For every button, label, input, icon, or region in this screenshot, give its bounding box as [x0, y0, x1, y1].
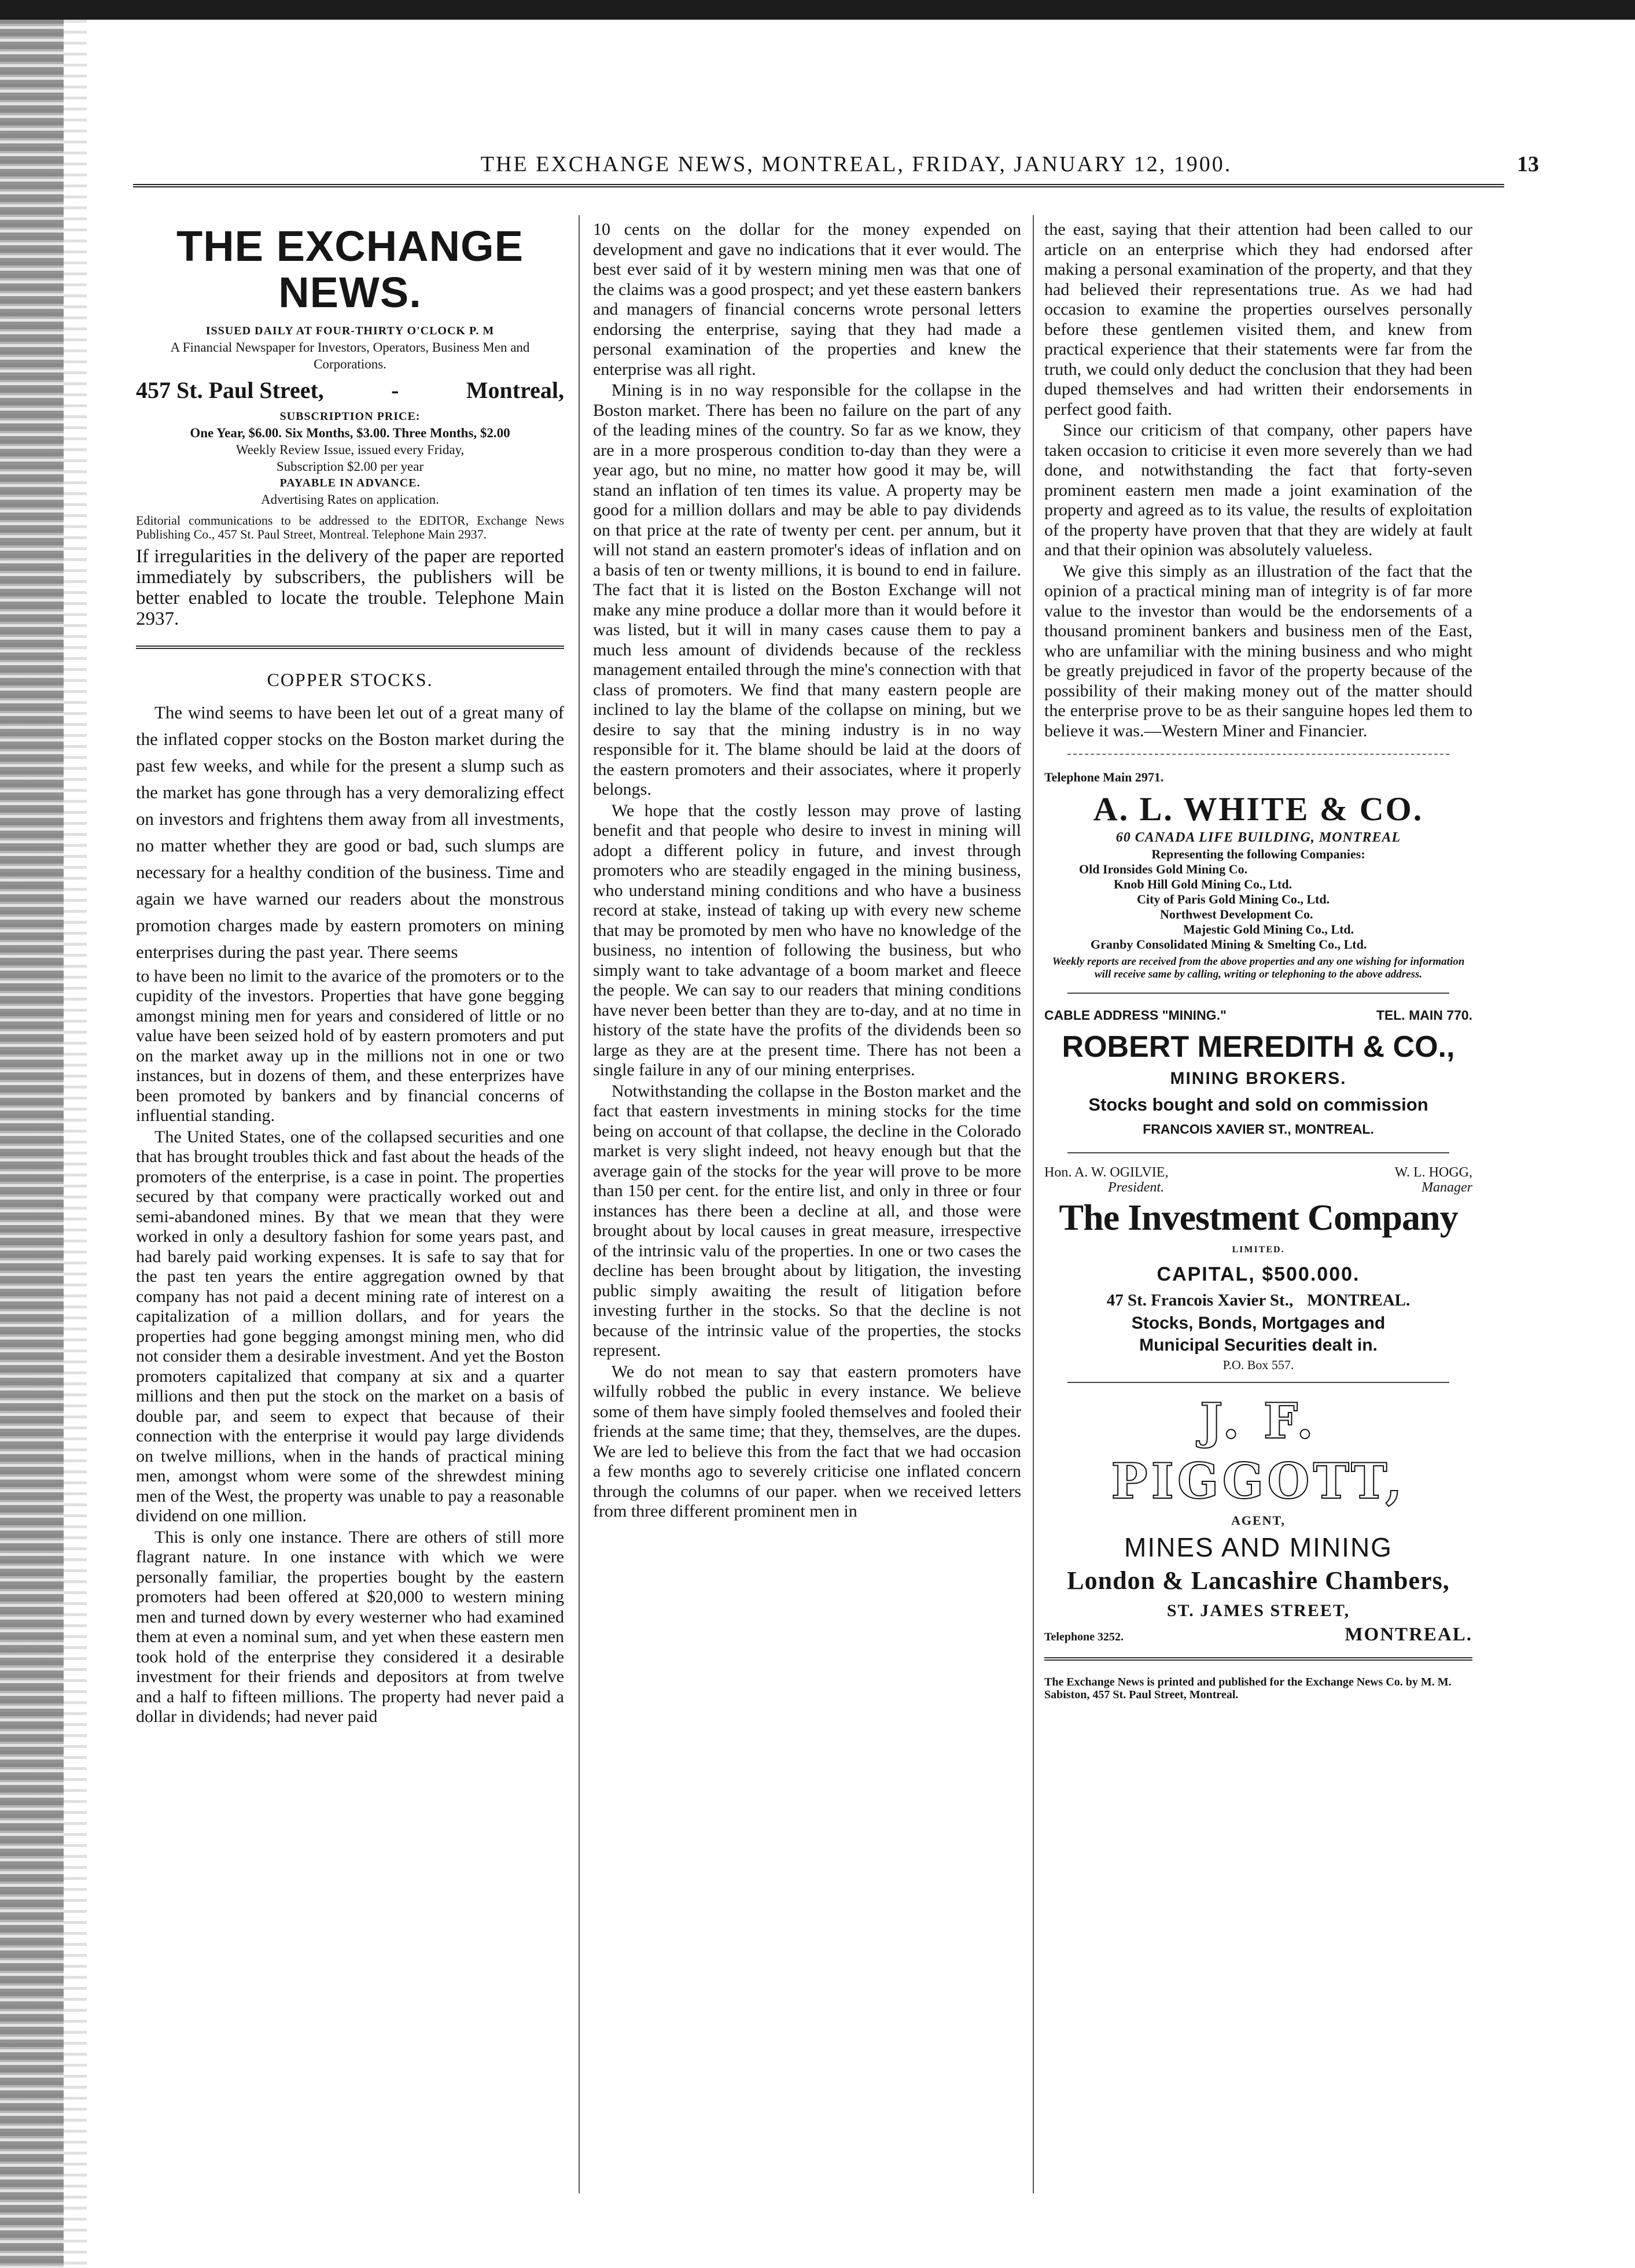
running-head — [133, 152, 1551, 186]
article-paragraph: Notwithstanding the collapse in the Boston market and the fact that eastern investments in mining stocks for the time being on account of that collapse, the decline in the Colorado market is very slight indeed, not heavy enough but that the average gain of the stocks for the year will prove to be more than 150 per cent. for the entire list, and only in three or four instances has there been a decline at all, and those were brought about by local causes in great measure, irrespective of the intrinsic valu of the properties. In one or two cases the decline has been brought about by litigation, the investing public simply awaiting the result of litigation before investing further in the stocks. So that the decline is not because of the intrinsic value of the properties, the stocks represent. — [593, 1081, 1021, 1360]
article-paragraph: This is only one instance. There are others of still more flagrant nature. In one instance with which we were personally familiar, the properties bought by the eastern promoters had been offered at $20,000 to western mining men and turned down by every westerner who had examined them at even a nominal sum, and yet when these eastern men took hold of the enterprise they considered it a desirable investment for their friends and depositors at from twelve and a half to fifteen millions. The property had never paid a dollar in dividends; had never paid — [136, 1527, 564, 1726]
masthead-dash: - — [391, 377, 399, 403]
article-paragraph: Since our criticism of that company, other papers have taken occasion to criticise it even more severely than we had done, and notwithstanding the fact that forty-seven prominent eastern men made a joint examination of the property and agreed as to its value, the results of exploitation of the property have proven that that they are widely at fault and that their opinion was absolutely valueless. — [1044, 421, 1472, 559]
investment-business-1: Stocks, Bonds, Mortgages and — [1131, 1313, 1386, 1333]
investment-manager — [1395, 1165, 1472, 1195]
masthead-city: Montreal, — [466, 377, 564, 403]
investment-pobox: P.O. Box 557. — [1222, 1357, 1294, 1372]
scan-border-top — [0, 0, 1635, 20]
white-representing: Representing the following Companies: — [1151, 846, 1365, 861]
manager-name: W. L. HOGG, — [1394, 1165, 1472, 1180]
investment-officers — [1044, 1165, 1472, 1195]
piggott-business: MINES AND MINING — [1124, 1532, 1393, 1562]
irregularities-notice: If irregularities in the delivery of the paper are reported immediately by subscribers, the publishers will be better enabled to locate the trouble. Telephone Main 2937. — [136, 546, 564, 629]
article-heading: COPPER STOCKS. — [267, 669, 433, 690]
investment-president — [1044, 1165, 1168, 1195]
column-2 — [593, 220, 1021, 1523]
investment-capital: CAPITAL, $500.000. — [1157, 1263, 1360, 1285]
header-rule — [133, 184, 1504, 187]
piggott-contact-row — [1044, 1625, 1472, 1647]
imprint — [1044, 1676, 1472, 1701]
ad-investment — [1044, 1165, 1472, 1374]
article-paragraph: The wind seems to have been let out of a great many of the inflated copper stocks on the Boston market during the past few weeks, and while for the present a slump such as the market has gone through has a very demoralizing effect on investors and frightens them away from all investments, no matter whether they are good or bad, such slumps are necessary for a healthy condition of the business. Time and again we have warned our readers about the monstrous promotion charges made by eastern promoters on mining enterprises during the past year. There seems — [136, 702, 564, 962]
white-telephone: Telephone Main 2971. — [1044, 770, 1164, 784]
masthead-description: A Financial Newspaper for Investors, Operators, Business Men and Corporations. — [170, 340, 530, 371]
article-paragraph: The United States, one of the collapsed securities and one that has brought troubles thick and fast about the heads of the promoters of the enterprise, is a case in point. The properties secured by that company were practically worked out and semi-abandoned mines. By that we mean that they were worked in only a desultory fashion for some years past, and had barely paid working expenses. It is safe to say that for the past ten years the entire aggregation owned by that company has not paid a decent mining rate of interest on a capitalization of a million dollars, and for years the properties had gone begging amongst mining men, who did not consider them a desirable investment. And yet the Boston promoters capitalized that company at six and a quarter millions and then put the stock on the market on a basis of double par, and seem to expect that because of their connection with the enterprise it would pay large dividends on twelve millions, when in the hands of practical mining men, amongst whom were some of the shrewdest mining men of the West, the property was unable to pay a reasonable dividend on one million. — [136, 1127, 564, 1525]
column-1 — [136, 220, 564, 1728]
ad-divider — [1067, 1382, 1449, 1383]
ad-meredith — [1044, 1005, 1472, 1141]
article-paragraph: We do not mean to say that eastern promoters have wilfully robbed the public in every instance. We believe some of them have simply fooled themselves and fooled their friends at the same time; that they, themselves, are the dupes. We are led to believe this from the fact that we had occasion a few months ago to severely criticise one inflated concern through the columns of our paper. when we received letters from three different prominent men in — [593, 1362, 1021, 1521]
masthead-title: THE EXCHANGE NEWS. — [176, 222, 524, 316]
ad-divider — [1067, 993, 1449, 994]
article-paragraph: We give this simply as an illustration of the fact that the opinion of a practical mining man of integrity is of far more value to the investor than would be the endorsements of a thousand prominent bankers and business men of the East, who are unfamiliar with the mining business and who might be greatly prejudiced in favor of the property because of the possibility of their making money out of the matter should the enterprise prove to be as their sanguine hopes led them to believe it was.—Western Miner and Financier. — [1044, 561, 1472, 740]
ad-divider — [1067, 754, 1449, 755]
piggott-telephone: Telephone 3252. — [1044, 1630, 1124, 1643]
white-company: Majestic Gold Mining Co., Ltd. — [1183, 921, 1354, 936]
subscription-prices: One Year, $6.00. Six Months, $3.00. Three Months, $2.00 — [190, 426, 510, 440]
article-lead — [136, 699, 564, 965]
article-paragraph: We hope that the costly lesson may prove of lasting benefit and that people who desire to invest in mining will adopt a different policy in future, and invest through promoters who are steadily engaged in the mining business, who understand mining conditions and who have a business record at stake, instead of taking up with every new scheme that may be promoted by men who have no knowledge of the business, no intention of following the business, but who simply want to take advantage of a boom market and fleece the people. We can say to our readers that mining conditions have never been better than they are to-day, and at no time in history of the state have the profits of the dividends been so large as they are at the present time. There has not been a single failure in any of our mining enterprises. — [593, 801, 1021, 1079]
masthead-street: 457 St. Paul Street, — [136, 377, 324, 403]
white-name: A. L. WHITE & CO. — [1093, 790, 1424, 828]
white-company: Granby Consolidated Mining & Smelting Co., Ltd. — [1091, 936, 1367, 952]
article-paragraph: to have been no limit to the avarice of the promoters or to the cupidity of the investors. Properties that have gone begging amongst mining men for years and considered of little or no value have been seized hold of by eastern promoters and put on the market away up in the millions not in one or two instances, but in dozens of them, and these enterprizes have been promoted by bankers and by financial concerns of influential standing. — [136, 966, 564, 1125]
piggott-role: AGENT, — [1231, 1513, 1286, 1528]
advertising-rates: Advertising Rates on application. — [261, 492, 439, 507]
president-name: Hon. A. W. OGILVIE, — [1044, 1165, 1169, 1180]
meredith-address: FRANCOIS XAVIER ST., MONTREAL. — [1143, 1122, 1374, 1137]
president-role: President. — [1108, 1180, 1165, 1195]
column-3 — [1044, 220, 1472, 1701]
piggott-street: ST. JAMES STREET, — [1166, 1600, 1350, 1620]
white-companies — [1044, 847, 1472, 952]
scan-border-left — [0, 20, 64, 2268]
piggott-name: J. F. PIGGOTT, — [1111, 1392, 1406, 1510]
investment-address — [1044, 1288, 1472, 1312]
article-paragraph: Mining is in no way responsible for the collapse in the Boston market. There has been no failure on the part of any of the leading mines of the country. So far as we know, they are in a more prosperous condition to-day than they were a year ago, but no mine, no matter how good it may be, will stand an inflation of ten times its value. A property may be good for a million dollars and may be able to pay dividends on that price at the rate of twenty per cent. per annum, but it will not stand an eastern promoter's ideas of inflation and on a basis of ten or twenty millions, it is bound to end in failure. The fact that it is listed on the Boston Exchange will not make any mine produce a dollar more than it would before it was listed, but it will in many cases cause them to pay a much less amount of dividends because of the reckless management entailed through the mine's connection with that class of promoters. We find that many eastern people are inclined to lay the blame of the collapse on mining, but we desire to say that the mining industry is in no way responsible for it. The blame should be laid at the doors of the eastern promoters and their associates, where it properly belongs. — [593, 381, 1021, 799]
scan-border-left-shade — [64, 20, 87, 2268]
white-company: Old Ironsides Gold Mining Co. — [1079, 861, 1248, 876]
running-head-title: THE EXCHANGE NEWS, MONTREAL, FRIDAY, JANUARY 12, 1900. — [480, 152, 1232, 176]
column-rule-1 — [579, 215, 580, 2193]
meredith-cable: CABLE ADDRESS "MINING." — [1044, 1007, 1227, 1023]
white-company: Knob Hill Gold Mining Co., Ltd. — [1114, 876, 1292, 891]
investment-name: The Investment Company — [1059, 1197, 1458, 1238]
white-company: Northwest Development Co. — [1160, 906, 1313, 921]
masthead-issued: ISSUED DAILY AT FOUR-THIRTY O'CLOCK P. M — [205, 324, 495, 337]
investment-city: MONTREAL. — [1307, 1290, 1411, 1310]
ad-white — [1044, 768, 1472, 981]
investment-business-2: Municipal Securities dealt in. — [1139, 1335, 1378, 1355]
subscription-heading: SUBSCRIPTION PRICE: — [279, 410, 421, 423]
payable-notice: PAYABLE IN ADVANCE. — [279, 477, 421, 489]
weekly-review: Weekly Review Issue, issued every Friday, — [235, 442, 465, 457]
ad-piggott — [1044, 1391, 1472, 1647]
white-note: Weekly reports are received from the above properties and any one wishing for information will receive same by calling, writing or telephoning to the above address. — [1052, 955, 1465, 980]
imprint-divider — [1044, 1657, 1472, 1661]
white-company: City of Paris Gold Mining Co., Ltd. — [1137, 891, 1330, 906]
imprint-text: The Exchange News is printed and published for the Exchange News Co. by M. M. Sabiston, 457 St. Paul Street, Montreal. — [1044, 1676, 1452, 1701]
page-number: 13 — [1517, 152, 1539, 176]
investment-limited: LIMITED. — [1232, 1245, 1285, 1255]
weekly-price: Subscription $2.00 per year — [276, 459, 424, 474]
ad-divider — [1067, 1152, 1449, 1153]
article-paragraph: 10 cents on the dollar for the money expended on development and gave no indications that it ever would. The best ever said of it by western mining men was that one of the claims was a good prospect; and yet these eastern bankers and managers of financial concerns wrote personal letters endorsing the enterprise, saying that they had made a personal examination of the properties and knew the enterprise was all right. — [593, 220, 1021, 379]
piggott-city: MONTREAL. — [1345, 1624, 1472, 1645]
article-paragraph: the east, saying that their attention had been called to our article on an enterprise which they had endorsed after making a personal examination of the property, and that they had believed their representations true. As we had had occasion to examine the properties ourselves personally before these gentlemen visited them, and knew from practical experience that their statements were far from the truth, we could only deduct the conclusion that they had been duped themselves and had written their endorsements in perfect good faith. — [1044, 220, 1472, 419]
meredith-business: MINING BROKERS. — [1170, 1069, 1347, 1088]
meredith-name: ROBERT MEREDITH & CO., — [1062, 1030, 1455, 1064]
masthead-address — [136, 376, 564, 405]
editorial-notice: Editorial communications to be addressed to the EDITOR, Exchange News Publishing Co., 457 St. Paul Street, Montreal. Telephone Main 2937. — [136, 513, 564, 541]
investment-street: 47 St. Francois Xavier St., — [1106, 1290, 1294, 1310]
meredith-tel: TEL. MAIN 770. — [1376, 1007, 1472, 1023]
piggott-building: London & Lancashire Chambers, — [1067, 1566, 1450, 1595]
column-rule-2 — [1033, 215, 1034, 2193]
masthead-divider — [136, 646, 564, 649]
meredith-stocks: Stocks bought and sold on commission — [1088, 1094, 1428, 1115]
manager-role: Manager — [1422, 1180, 1472, 1195]
meredith-contact-row — [1044, 1005, 1472, 1026]
white-address: 60 CANADA LIFE BUILDING, MONTREAL — [1115, 829, 1401, 845]
